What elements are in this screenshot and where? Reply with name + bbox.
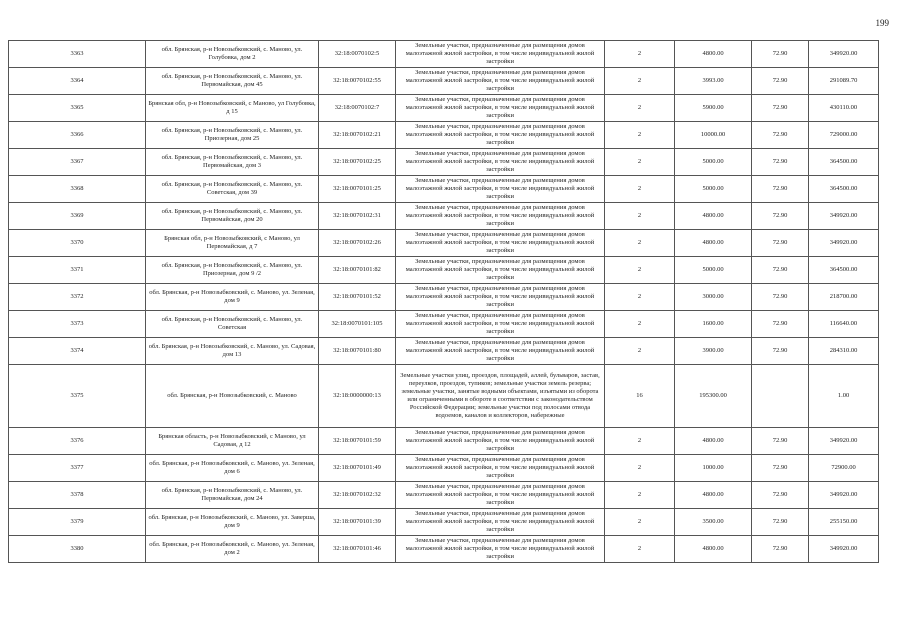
cadastral-number-cell: 32:18:0070102:21: [319, 122, 396, 149]
cadastral-value-cell: 349920.00: [809, 203, 879, 230]
address-cell: обл. Брянская, р-н Новозыбковский, с. Маново, ул. Зеленая, дом 9: [146, 284, 319, 311]
cadastral-number-cell: 32:18:0070101:46: [319, 536, 396, 563]
cadastral-value-cell: 349920.00: [809, 230, 879, 257]
group-code-cell: 2: [605, 149, 675, 176]
land-use-category-cell: Земельные участки, предназначенные для размещения домов малоэтажной жилой застройки, в том числе индивидуальной жилой застройки: [396, 149, 605, 176]
area-cell: 4800.00: [675, 428, 752, 455]
address-cell: обл. Брянская, р-н Новозыбковский, с. Маново, ул. Советская: [146, 311, 319, 338]
area-cell: 1000.00: [675, 455, 752, 482]
land-registry-table: [8, 40, 879, 563]
cadastral-value-cell: 218700.00: [809, 284, 879, 311]
area-cell: 3900.00: [675, 338, 752, 365]
land-use-category-cell: Земельные участки, предназначенные для размещения домов малоэтажной жилой застройки, в том числе индивидуальной жилой застройки: [396, 509, 605, 536]
group-code-cell: 2: [605, 284, 675, 311]
land-use-category-cell: Земельные участки, предназначенные для размещения домов малоэтажной жилой застройки, в том числе индивидуальной жилой застройки: [396, 122, 605, 149]
area-cell: 5000.00: [675, 176, 752, 203]
specific-value-cell: 72.90: [752, 482, 809, 509]
row-number: 3370: [9, 230, 146, 257]
cadastral-value-cell: 349920.00: [809, 41, 879, 68]
specific-value-cell: 72.90: [752, 509, 809, 536]
area-cell: 195300.00: [675, 365, 752, 428]
area-cell: 3500.00: [675, 509, 752, 536]
row-number: 3368: [9, 176, 146, 203]
row-number: 3373: [9, 311, 146, 338]
specific-value-cell: 72.90: [752, 428, 809, 455]
group-code-cell: 2: [605, 482, 675, 509]
land-use-category-cell: Земельные участки, предназначенные для размещения домов малоэтажной жилой застройки, в том числе индивидуальной жилой застройки: [396, 176, 605, 203]
land-use-category-cell: Земельные участки, предназначенные для размещения домов малоэтажной жилой застройки, в том числе индивидуальной жилой застройки: [396, 41, 605, 68]
land-use-category-cell: Земельные участки, предназначенные для размещения домов малоэтажной жилой застройки, в том числе индивидуальной жилой застройки: [396, 338, 605, 365]
cadastral-value-cell: 349920.00: [809, 482, 879, 509]
table-row: [9, 455, 879, 482]
group-code-cell: 2: [605, 257, 675, 284]
address-cell: обл. Брянская, р-н Новозыбковский, с. Маново, ул. Приозерная, дом 9 /2: [146, 257, 319, 284]
group-code-cell: 2: [605, 41, 675, 68]
cadastral-number-cell: 32:18:0070102:31: [319, 203, 396, 230]
specific-value-cell: 72.90: [752, 41, 809, 68]
area-cell: 5000.00: [675, 257, 752, 284]
group-code-cell: 2: [605, 176, 675, 203]
row-number: 3371: [9, 257, 146, 284]
land-use-category-cell: Земельные участки, предназначенные для размещения домов малоэтажной жилой застройки, в том числе индивидуальной жилой застройки: [396, 95, 605, 122]
table-row: [9, 536, 879, 563]
cadastral-value-cell: 1.00: [809, 365, 879, 428]
cadastral-value-cell: 349920.00: [809, 536, 879, 563]
cadastral-number-cell: 32:18:0070101:25: [319, 176, 396, 203]
group-code-cell: 2: [605, 68, 675, 95]
specific-value-cell: 72.90: [752, 338, 809, 365]
land-use-category-cell: Земельные участки, предназначенные для размещения домов малоэтажной жилой застройки, в том числе индивидуальной жилой застройки: [396, 428, 605, 455]
specific-value-cell: 72.90: [752, 311, 809, 338]
address-cell: обл. Брянская, р-н Новозыбковский, с. Маново, ул. Советская, дом 39: [146, 176, 319, 203]
specific-value-cell: [752, 365, 809, 428]
table-row: [9, 257, 879, 284]
specific-value-cell: 72.90: [752, 203, 809, 230]
table-body: [9, 41, 879, 563]
address-cell: Брянская обл, р-н Новозыбковский, с Маново, ул Первомайская, д 7: [146, 230, 319, 257]
area-cell: 5000.00: [675, 149, 752, 176]
row-number: 3369: [9, 203, 146, 230]
area-cell: 4800.00: [675, 230, 752, 257]
table-row: [9, 95, 879, 122]
area-cell: 5900.00: [675, 95, 752, 122]
address-cell: обл. Брянская, р-н Новозыбковский, с. Маново, ул. Первомайская, дом 24: [146, 482, 319, 509]
area-cell: 4800.00: [675, 203, 752, 230]
land-use-category-cell: Земельные участки, предназначенные для размещения домов малоэтажной жилой застройки, в том числе индивидуальной жилой застройки: [396, 536, 605, 563]
land-use-category-cell: Земельные участки улиц, проездов, площадей, аллей, бульваров, застав, переулков, проездов, тупиков; земельные участки земель резерва; земельные участки, занятые водными объектами, изъятыми из оборота или ограниченными в обороте в соответствии с законодательством Российской Федерации; земельные участки под полосами отвода водоемов, каналов и коллекторов, набережные: [396, 365, 605, 428]
table-row: [9, 311, 879, 338]
group-code-cell: 16: [605, 365, 675, 428]
specific-value-cell: 72.90: [752, 95, 809, 122]
table-row: [9, 338, 879, 365]
cadastral-value-cell: 116640.00: [809, 311, 879, 338]
cadastral-number-cell: 32:18:0070101:80: [319, 338, 396, 365]
land-use-category-cell: Земельные участки, предназначенные для размещения домов малоэтажной жилой застройки, в том числе индивидуальной жилой застройки: [396, 257, 605, 284]
specific-value-cell: 72.90: [752, 536, 809, 563]
cadastral-number-cell: 32:18:0070101:39: [319, 509, 396, 536]
address-cell: обл. Брянская, р-н Новозыбковский, с. Маново, ул. Первомайская, дом 45: [146, 68, 319, 95]
cadastral-value-cell: 255150.00: [809, 509, 879, 536]
cadastral-value-cell: 72900.00: [809, 455, 879, 482]
cadastral-number-cell: 32:18:0070102:26: [319, 230, 396, 257]
address-cell: обл. Брянская, р-н Новозыбковский, с. Маново, ул. Голубовка, дом 2: [146, 41, 319, 68]
cadastral-value-cell: 430110.00: [809, 95, 879, 122]
specific-value-cell: 72.90: [752, 230, 809, 257]
specific-value-cell: 72.90: [752, 284, 809, 311]
cadastral-number-cell: 32:18:0070101:82: [319, 257, 396, 284]
group-code-cell: 2: [605, 95, 675, 122]
group-code-cell: 2: [605, 230, 675, 257]
cadastral-number-cell: 32:18:0070101:105: [319, 311, 396, 338]
group-code-cell: 2: [605, 536, 675, 563]
address-cell: обл. Брянская, р-н Новозыбковский, с. Маново, ул. Зеленая, дом 6: [146, 455, 319, 482]
row-number: 3379: [9, 509, 146, 536]
area-cell: 4800.00: [675, 41, 752, 68]
cadastral-number-cell: 32:18:0070101:49: [319, 455, 396, 482]
table-row: [9, 41, 879, 68]
address-cell: обл. Брянская, р-н Новозыбковский, с. Маново, ул. Заверша, дом 9: [146, 509, 319, 536]
area-cell: 3000.00: [675, 284, 752, 311]
row-number: 3364: [9, 68, 146, 95]
address-cell: Брянская область, р-н Новозыбковский, с Маново, ул Садовая, д 12: [146, 428, 319, 455]
group-code-cell: 2: [605, 122, 675, 149]
group-code-cell: 2: [605, 338, 675, 365]
group-code-cell: 2: [605, 428, 675, 455]
cadastral-value-cell: 364500.00: [809, 257, 879, 284]
area-cell: 10000.00: [675, 122, 752, 149]
specific-value-cell: 72.90: [752, 176, 809, 203]
table-row: [9, 68, 879, 95]
row-number: 3363: [9, 41, 146, 68]
area-cell: 4800.00: [675, 536, 752, 563]
cadastral-number-cell: 32:18:0070102:7: [319, 95, 396, 122]
cadastral-number-cell: 32:18:0070102:55: [319, 68, 396, 95]
page-number: 199: [875, 18, 889, 28]
cadastral-value-cell: 284310.00: [809, 338, 879, 365]
cadastral-number-cell: 32:18:0070101:59: [319, 428, 396, 455]
cadastral-number-cell: 32:18:0070101:52: [319, 284, 396, 311]
area-cell: 1600.00: [675, 311, 752, 338]
row-number: 3366: [9, 122, 146, 149]
land-use-category-cell: Земельные участки, предназначенные для размещения домов малоэтажной жилой застройки, в том числе индивидуальной жилой застройки: [396, 455, 605, 482]
table-row: [9, 230, 879, 257]
table-row: [9, 149, 879, 176]
specific-value-cell: 72.90: [752, 122, 809, 149]
address-cell: обл. Брянская, р-н Новозыбковский, с. Маново, ул. Первомайская, дом 20: [146, 203, 319, 230]
group-code-cell: 2: [605, 203, 675, 230]
row-number: 3376: [9, 428, 146, 455]
specific-value-cell: 72.90: [752, 149, 809, 176]
table-row: [9, 284, 879, 311]
address-cell: обл. Брянская, р-н Новозыбковский, с. Маново: [146, 365, 319, 428]
table-row: [9, 122, 879, 149]
address-cell: обл. Брянская, р-н Новозыбковский, с. Маново, ул. Приозерная, дом 25: [146, 122, 319, 149]
row-number: 3378: [9, 482, 146, 509]
table-row: [9, 365, 879, 428]
cadastral-value-cell: 349920.00: [809, 428, 879, 455]
group-code-cell: 2: [605, 509, 675, 536]
cadastral-value-cell: 729000.00: [809, 122, 879, 149]
land-use-category-cell: Земельные участки, предназначенные для размещения домов малоэтажной жилой застройки, в том числе индивидуальной жилой застройки: [396, 203, 605, 230]
cadastral-number-cell: 32:18:0070102:5: [319, 41, 396, 68]
address-cell: обл. Брянская, р-н Новозыбковский, с. Маново, ул. Первомайская, дом 3: [146, 149, 319, 176]
address-cell: обл. Брянская, р-н Новозыбковский, с. Маново, ул. Садовая, дом 13: [146, 338, 319, 365]
cadastral-value-cell: 364500.00: [809, 149, 879, 176]
land-use-category-cell: Земельные участки, предназначенные для размещения домов малоэтажной жилой застройки, в том числе индивидуальной жилой застройки: [396, 311, 605, 338]
area-cell: 4800.00: [675, 482, 752, 509]
table-row: [9, 509, 879, 536]
cadastral-number-cell: 32:18:0070102:25: [319, 149, 396, 176]
land-use-category-cell: Земельные участки, предназначенные для размещения домов малоэтажной жилой застройки, в том числе индивидуальной жилой застройки: [396, 284, 605, 311]
land-use-category-cell: Земельные участки, предназначенные для размещения домов малоэтажной жилой застройки, в том числе индивидуальной жилой застройки: [396, 482, 605, 509]
table-row: [9, 428, 879, 455]
specific-value-cell: 72.90: [752, 455, 809, 482]
group-code-cell: 2: [605, 455, 675, 482]
address-cell: обл. Брянская, р-н Новозыбковский, с. Маново, ул. Зеленая, дом 2: [146, 536, 319, 563]
cadastral-value-cell: 291089.70: [809, 68, 879, 95]
group-code-cell: 2: [605, 311, 675, 338]
cadastral-number-cell: 32:18:0000000:13: [319, 365, 396, 428]
specific-value-cell: 72.90: [752, 68, 809, 95]
cadastral-value-cell: 364500.00: [809, 176, 879, 203]
cadastral-number-cell: 32:18:0070102:32: [319, 482, 396, 509]
specific-value-cell: 72.90: [752, 257, 809, 284]
row-number: 3374: [9, 338, 146, 365]
area-cell: 3993.00: [675, 68, 752, 95]
table-row: [9, 203, 879, 230]
row-number: 3365: [9, 95, 146, 122]
row-number: 3372: [9, 284, 146, 311]
table-row: [9, 482, 879, 509]
address-cell: Брянская обл, р-н Новозыбковский, с Маново, ул Голубовка, д 15: [146, 95, 319, 122]
row-number: 3380: [9, 536, 146, 563]
land-use-category-cell: Земельные участки, предназначенные для размещения домов малоэтажной жилой застройки, в том числе индивидуальной жилой застройки: [396, 230, 605, 257]
land-use-category-cell: Земельные участки, предназначенные для размещения домов малоэтажной жилой застройки, в том числе индивидуальной жилой застройки: [396, 68, 605, 95]
row-number: 3367: [9, 149, 146, 176]
row-number: 3377: [9, 455, 146, 482]
table-row: [9, 176, 879, 203]
row-number: 3375: [9, 365, 146, 428]
